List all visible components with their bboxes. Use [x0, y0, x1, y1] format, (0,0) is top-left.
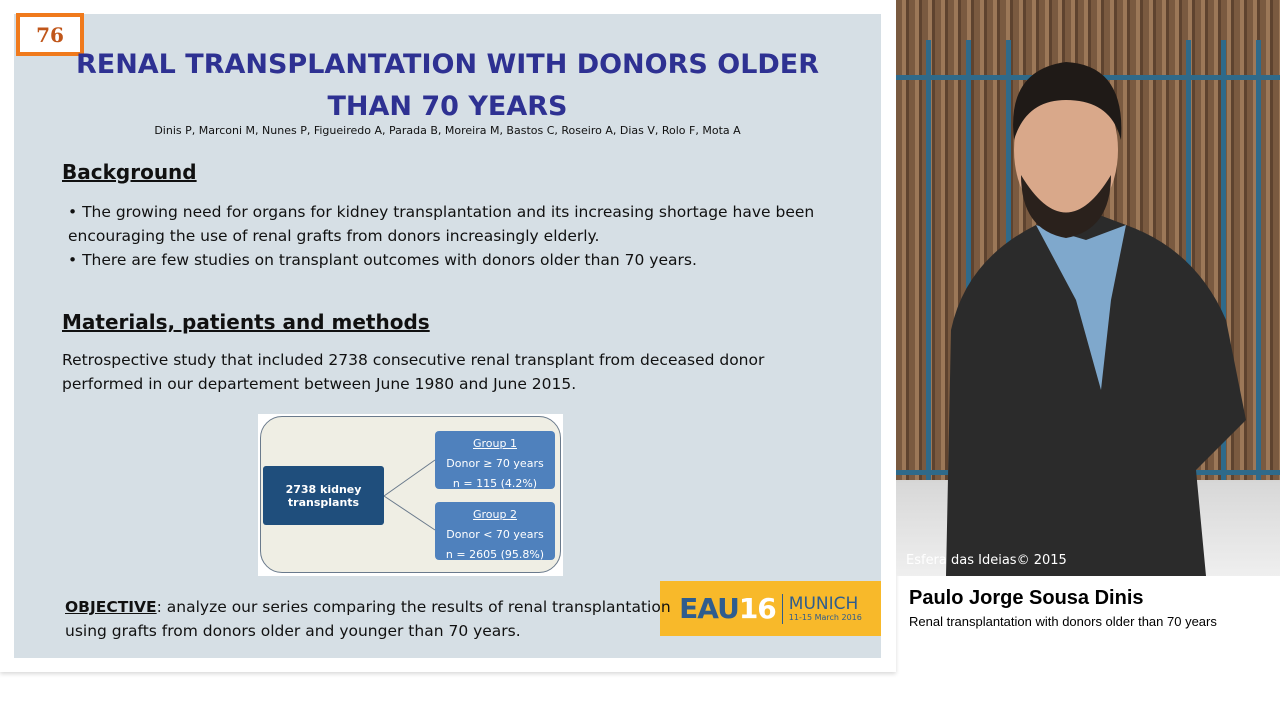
- background-heading: Background: [62, 160, 197, 184]
- background-bullet: • There are few studies on transplant outcomes with donors older than 70 years.: [68, 251, 697, 269]
- slide-number: 76: [16, 13, 84, 56]
- slide-title: [14, 44, 881, 128]
- speaker-name: Paulo Jorge Sousa Dinis: [909, 587, 1144, 609]
- title-line-2: THAN 70 YEARS: [327, 91, 568, 122]
- group-criteria: Donor < 70 years: [446, 528, 544, 541]
- diagram-main-box: 2738 kidney transplants: [263, 466, 384, 525]
- group-criteria: Donor ≥ 70 years: [446, 457, 544, 470]
- speaker-silhouette: [896, 0, 1280, 576]
- logo-eau: EAU: [679, 592, 739, 625]
- objective-text: [65, 595, 675, 643]
- study-diagram: [258, 414, 563, 576]
- photo-credit: Esfera das Ideias© 2015: [906, 553, 1067, 568]
- methods-text: Retrospective study that included 2738 consecutive renal transplant from deceased donor performed in our departement between June 1980 and June 2015.: [62, 351, 765, 393]
- group-title: Group 1: [473, 437, 517, 450]
- logo-year: 16: [738, 592, 776, 625]
- logo-dates: 11-15 March 2016: [788, 612, 862, 622]
- objective-body: : analyze our series comparing the results of renal transplantation using grafts from donors older and younger than 70 years.: [65, 598, 671, 640]
- speaker-video: [896, 0, 1280, 576]
- authors: Dinis P, Marconi M, Nunes P, Figueiredo A, Parada B, Moreira M, Bastos C, Roseiro A, Dias V, Rolo F, Mota A: [154, 124, 741, 137]
- talk-title: Renal transplantation with donors older than 70 years: [909, 614, 1217, 629]
- methods-heading: Materials, patients and methods: [62, 310, 430, 334]
- eau16-logo: [660, 581, 881, 636]
- group-n: n = 2605 (95.8%): [445, 548, 545, 561]
- group-title: Group 2: [473, 508, 517, 521]
- title-line-1: RENAL TRANSPLANTATION WITH DONORS OLDER: [75, 49, 820, 80]
- diagram-group-2: [435, 502, 555, 560]
- diagram-group-1: [435, 431, 555, 489]
- group-n: n = 115 (4.2%): [452, 477, 538, 490]
- logo-city: MUNICH: [788, 593, 859, 614]
- objective-label: OBJECTIVE: [65, 598, 157, 616]
- background-bullet: • The growing need for organs for kidney transplantation and its increasing shortage have been encouraging the use of renal grafts from donors increasingly elderly.: [68, 203, 815, 245]
